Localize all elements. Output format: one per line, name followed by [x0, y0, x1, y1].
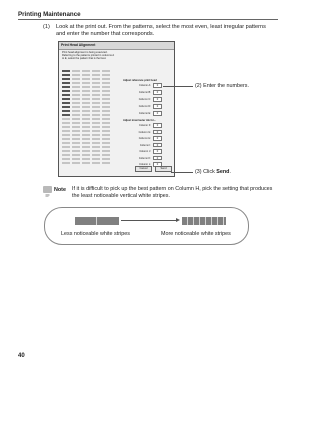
pattern-bar	[102, 158, 110, 160]
pattern-column	[62, 70, 70, 165]
pattern-bar	[102, 90, 110, 92]
pattern-bar	[62, 146, 70, 148]
pattern-bar	[62, 126, 70, 128]
pattern-bar	[72, 94, 80, 96]
white-stripe	[199, 217, 200, 225]
send-button[interactable]: Send	[155, 166, 172, 172]
column-number-input[interactable]: 0	[153, 143, 162, 148]
pattern-bar	[62, 142, 70, 144]
row-label: Column E:	[138, 112, 151, 115]
pattern-bar	[102, 98, 110, 100]
pattern-bar	[102, 138, 110, 140]
pattern-bar	[72, 118, 80, 120]
column-number-input[interactable]: 0	[153, 136, 162, 141]
pattern-bar	[62, 86, 70, 88]
more-noticeable-label: More noticeable white stripes	[161, 231, 231, 237]
pattern-bar	[82, 154, 90, 156]
header-divider	[18, 19, 278, 20]
pattern-bar	[72, 86, 80, 88]
pattern-bar	[82, 82, 90, 84]
pattern-bar	[102, 126, 110, 128]
pattern-bar	[92, 154, 100, 156]
note-text: If it is difficult to pick up the best pattern on Column H, pick the setting that produces the least noticeable vertical white stripes.	[72, 186, 273, 199]
dialog-instructions: Print head alignment is being executed. Referring to the patterns printed in columns A to E, select the pattern that is the best.	[62, 51, 114, 61]
pattern-bar	[102, 114, 110, 116]
pattern-bar	[92, 106, 100, 108]
white-stripe	[211, 217, 212, 225]
column-number-input[interactable]: 0	[153, 104, 162, 109]
pattern-bar	[72, 90, 80, 92]
pattern-bar	[82, 90, 90, 92]
pattern-bar	[92, 110, 100, 112]
pattern-bar	[102, 102, 110, 104]
row-label: Column J:	[139, 150, 151, 153]
pattern-bar	[92, 130, 100, 132]
pattern-bar	[72, 142, 80, 144]
pattern-bar	[72, 82, 80, 84]
pattern-bar	[82, 130, 90, 132]
pattern-bar	[102, 162, 110, 164]
pattern-bar	[92, 82, 100, 84]
pattern-bar	[72, 74, 80, 76]
pattern-bar	[62, 98, 70, 100]
pattern-bar	[92, 150, 100, 152]
pattern-bar	[62, 150, 70, 152]
column-number-input[interactable]: 0	[153, 83, 162, 88]
cancel-button[interactable]: Cancel	[135, 166, 152, 172]
pattern-bar	[92, 142, 100, 144]
page-number: 40	[18, 353, 25, 359]
less-noticeable-label: Less noticeable white stripes	[61, 231, 130, 237]
pattern-bar	[102, 106, 110, 108]
stripe-comparison-figure	[44, 207, 249, 245]
pattern-bar	[62, 106, 70, 108]
note-label: Note	[54, 187, 66, 193]
pattern-bar	[82, 106, 90, 108]
row-label: Column G:	[138, 130, 151, 134]
pattern-bar	[62, 78, 70, 80]
pattern-bar	[82, 158, 90, 160]
pattern-bar	[72, 126, 80, 128]
pattern-bar	[82, 70, 90, 72]
white-stripe	[223, 217, 224, 225]
pattern-bar	[102, 150, 110, 152]
pattern-bar	[92, 78, 100, 80]
less-stripes-sample	[75, 217, 119, 225]
pattern-bar	[62, 94, 70, 96]
column-number-input[interactable]: 0	[153, 149, 162, 154]
pattern-bar	[82, 114, 90, 116]
pattern-bar	[62, 158, 70, 160]
row-label: Column H:	[138, 137, 151, 140]
white-stripe	[187, 217, 188, 225]
pattern-bar	[62, 82, 70, 84]
pattern-bar	[82, 122, 90, 124]
note-icon	[43, 186, 52, 193]
section-title-reference: Adjust reference print head	[123, 79, 157, 82]
pattern-bar	[102, 122, 110, 124]
alignment-pattern-preview	[62, 70, 110, 165]
pattern-bar	[92, 86, 100, 88]
pattern-bar	[62, 110, 70, 112]
more-stripes-sample	[182, 217, 226, 225]
pattern-bar	[72, 122, 80, 124]
column-number-input[interactable]: 0	[153, 156, 162, 161]
pattern-bar	[92, 70, 100, 72]
pattern-bar	[92, 98, 100, 100]
pattern-bar	[92, 94, 100, 96]
pattern-bar	[62, 118, 70, 120]
pattern-bar	[82, 86, 90, 88]
step-3-text-suffix: .	[229, 169, 231, 175]
pattern-bar	[62, 70, 70, 72]
pattern-bar	[72, 130, 80, 132]
pattern-bar	[92, 138, 100, 140]
row-label: Column L:	[139, 163, 151, 166]
pattern-bar	[82, 98, 90, 100]
dialog-title: Print Head Alignment	[59, 42, 174, 50]
pattern-bar	[92, 102, 100, 104]
pattern-bar	[92, 122, 100, 124]
pattern-bar	[102, 94, 110, 96]
pattern-bar	[102, 86, 110, 88]
pattern-bar	[62, 74, 70, 76]
row-label: Column D:	[138, 105, 151, 108]
step-2-number: (2)	[195, 83, 202, 89]
row-label: Column I:	[139, 143, 151, 147]
pattern-bar	[62, 134, 70, 136]
row-label: Column K:	[138, 156, 151, 160]
step-2-text: Enter the numbers.	[203, 83, 249, 89]
pattern-bar	[82, 134, 90, 136]
step-1-text: Look at the print out. From the patterns, select the most even, least irregular patterns and enter the number that corresponds.	[56, 24, 266, 37]
pattern-bar	[72, 106, 80, 108]
pattern-bar	[102, 70, 110, 72]
pattern-bar	[102, 78, 110, 80]
pattern-bar	[102, 130, 110, 132]
page-header-title: Printing Maintenance	[18, 11, 81, 18]
pattern-bar	[72, 154, 80, 156]
pattern-column	[102, 70, 110, 165]
step-3-send-word: Send	[216, 169, 230, 175]
pattern-bar	[92, 118, 100, 120]
pattern-bar	[62, 162, 70, 164]
pattern-bar	[102, 82, 110, 84]
column-number-input[interactable]: 0	[153, 130, 162, 135]
pattern-bar	[62, 90, 70, 92]
pattern-bar	[102, 74, 110, 76]
pattern-bar	[72, 110, 80, 112]
step-1-number: (1)	[43, 24, 50, 30]
row-label: Column F:	[139, 124, 151, 127]
pattern-bar	[82, 110, 90, 112]
pattern-bar	[72, 102, 80, 104]
pattern-bar	[102, 110, 110, 112]
pattern-bar	[72, 158, 80, 160]
pattern-bar	[62, 138, 70, 140]
pattern-bar	[102, 146, 110, 148]
pattern-column	[92, 70, 100, 165]
pattern-bar	[72, 150, 80, 152]
pattern-bar	[82, 78, 90, 80]
print-head-alignment-dialog	[58, 41, 175, 177]
pattern-bar	[82, 126, 90, 128]
pattern-bar	[92, 146, 100, 148]
pattern-bar	[82, 138, 90, 140]
pattern-bar	[102, 142, 110, 144]
white-stripe	[205, 217, 206, 225]
step-2-callout	[195, 83, 249, 89]
callout-leader-line	[163, 86, 193, 87]
pattern-column	[82, 70, 90, 165]
pattern-bar	[92, 158, 100, 160]
pattern-bar	[72, 78, 80, 80]
column-number-input[interactable]: 0	[153, 123, 162, 128]
callout-leader-line	[171, 172, 193, 173]
pattern-bar	[82, 162, 90, 164]
pattern-bar	[62, 130, 70, 132]
pattern-bar	[72, 134, 80, 136]
pattern-bar	[92, 90, 100, 92]
step-3-text-prefix: Click	[203, 169, 217, 175]
pattern-bar	[72, 98, 80, 100]
pattern-bar	[62, 122, 70, 124]
arrow-right-icon	[176, 218, 180, 222]
pattern-bar	[62, 114, 70, 116]
pattern-bar	[82, 102, 90, 104]
pattern-bar	[92, 134, 100, 136]
pattern-bar	[102, 118, 110, 120]
pattern-bar	[102, 134, 110, 136]
pattern-column	[72, 70, 80, 165]
pattern-bar	[82, 142, 90, 144]
pattern-bar	[82, 118, 90, 120]
row-label: Column A:	[139, 84, 151, 87]
pattern-bar	[72, 162, 80, 164]
pattern-bar	[92, 126, 100, 128]
white-stripe	[193, 217, 194, 225]
pattern-bar	[82, 146, 90, 148]
pattern-bar	[72, 70, 80, 72]
pattern-bar	[72, 138, 80, 140]
column-number-input[interactable]: 0	[153, 90, 162, 95]
white-stripe	[96, 217, 97, 225]
pattern-bar	[82, 74, 90, 76]
column-number-input[interactable]: 0	[153, 97, 162, 102]
pattern-bar	[102, 154, 110, 156]
comparison-arrow-line	[121, 220, 176, 221]
white-stripe	[217, 217, 218, 225]
pattern-bar	[72, 114, 80, 116]
pattern-bar	[72, 146, 80, 148]
pattern-bar	[92, 114, 100, 116]
pattern-bar	[92, 74, 100, 76]
step-3-number: (3)	[195, 169, 202, 175]
column-number-input[interactable]: 0	[153, 111, 162, 116]
pattern-bar	[82, 94, 90, 96]
row-label: Column B:	[138, 91, 151, 94]
row-label: Column C:	[138, 98, 151, 101]
step-3-callout	[195, 169, 231, 175]
column-number-input[interactable]: 0	[153, 162, 162, 167]
section-title-inner-outer: Adjust inner/outer ink for...	[123, 119, 157, 122]
pattern-bar	[62, 154, 70, 156]
pattern-bar	[82, 150, 90, 152]
pattern-bar	[92, 162, 100, 164]
pattern-bar	[62, 102, 70, 104]
